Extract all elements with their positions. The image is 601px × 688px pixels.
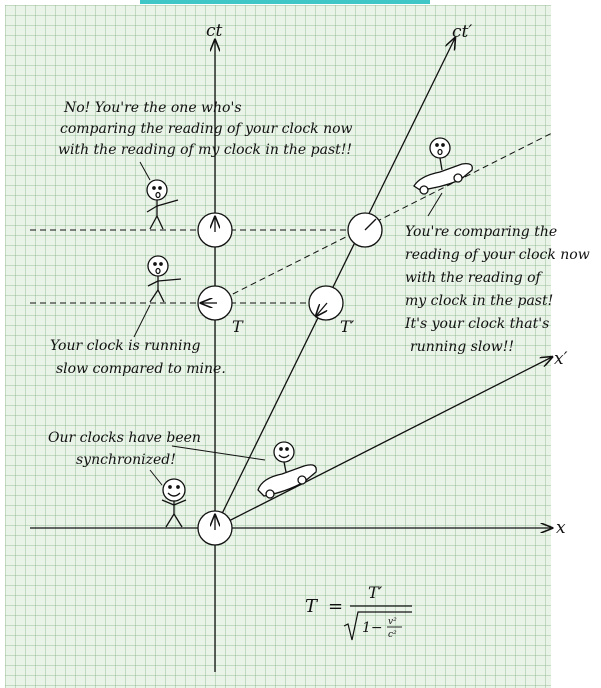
pointer-right xyxy=(428,193,442,216)
stick-figure-upper xyxy=(147,180,178,229)
pointer-middle-left xyxy=(134,305,150,337)
svg-text:comparing the reading of your: comparing the reading of your clock now xyxy=(60,121,353,137)
svg-text:=: = xyxy=(328,596,344,617)
pointer-top-left xyxy=(140,162,150,180)
pointer-bottom-left-2 xyxy=(150,470,162,485)
speech-top-left xyxy=(58,100,353,158)
clock-stationary-lower xyxy=(198,286,232,320)
svg-text:with the reading of my clock: with the reading of my clock in the past!! xyxy=(58,142,353,158)
x-prime-axis-label: x′ xyxy=(554,349,568,369)
car-lower xyxy=(258,442,316,498)
svg-text:c²: c² xyxy=(388,630,397,640)
clock-label-T: T xyxy=(232,317,243,336)
stick-figure-bottom xyxy=(162,479,186,527)
clock-stationary-upper xyxy=(198,213,232,247)
svg-text:slow compared to mine.: slow compared to mine. xyxy=(56,361,226,377)
svg-text:No! You're the one who's: No! You're the one who's xyxy=(64,100,242,116)
svg-text:my clock in the past!: my clock in the past! xyxy=(405,293,554,309)
svg-text:T: T xyxy=(305,596,318,617)
clock-moving-upper xyxy=(348,213,382,247)
x-prime-axis-line xyxy=(215,357,552,528)
svg-text:v²: v² xyxy=(388,617,397,627)
speech-bottom-left xyxy=(48,430,201,468)
time-dilation-formula xyxy=(305,583,412,640)
speech-right xyxy=(404,224,590,355)
stick-figure-middle xyxy=(148,256,181,302)
svg-text:You're comparing the: You're comparing the xyxy=(405,224,558,240)
clock-label-T-prime: T′ xyxy=(340,317,355,336)
svg-text:It's your clock that's: It's your clock that's xyxy=(405,316,550,332)
speech-middle-left xyxy=(50,338,226,377)
svg-text:1−: 1− xyxy=(362,620,383,636)
svg-text:with the reading of: with the reading of xyxy=(405,270,541,286)
svg-text:Your clock is running: Your clock is running xyxy=(50,338,201,354)
svg-text:synchronized!: synchronized! xyxy=(76,452,176,468)
ct-prime-axis-label: ct′ xyxy=(452,22,473,42)
ct-axis-label: ct xyxy=(206,21,223,41)
x-axis-label: x xyxy=(556,518,566,538)
svg-text:T′: T′ xyxy=(368,583,383,602)
clock-origin xyxy=(198,511,232,545)
svg-text:reading of your clock now: reading of your clock now xyxy=(405,247,590,263)
svg-text:Our clocks have been: Our clocks have been xyxy=(48,430,201,446)
car-upper xyxy=(414,138,472,194)
svg-text:running slow!!: running slow!! xyxy=(410,339,514,355)
clock-moving-lower xyxy=(309,286,343,320)
